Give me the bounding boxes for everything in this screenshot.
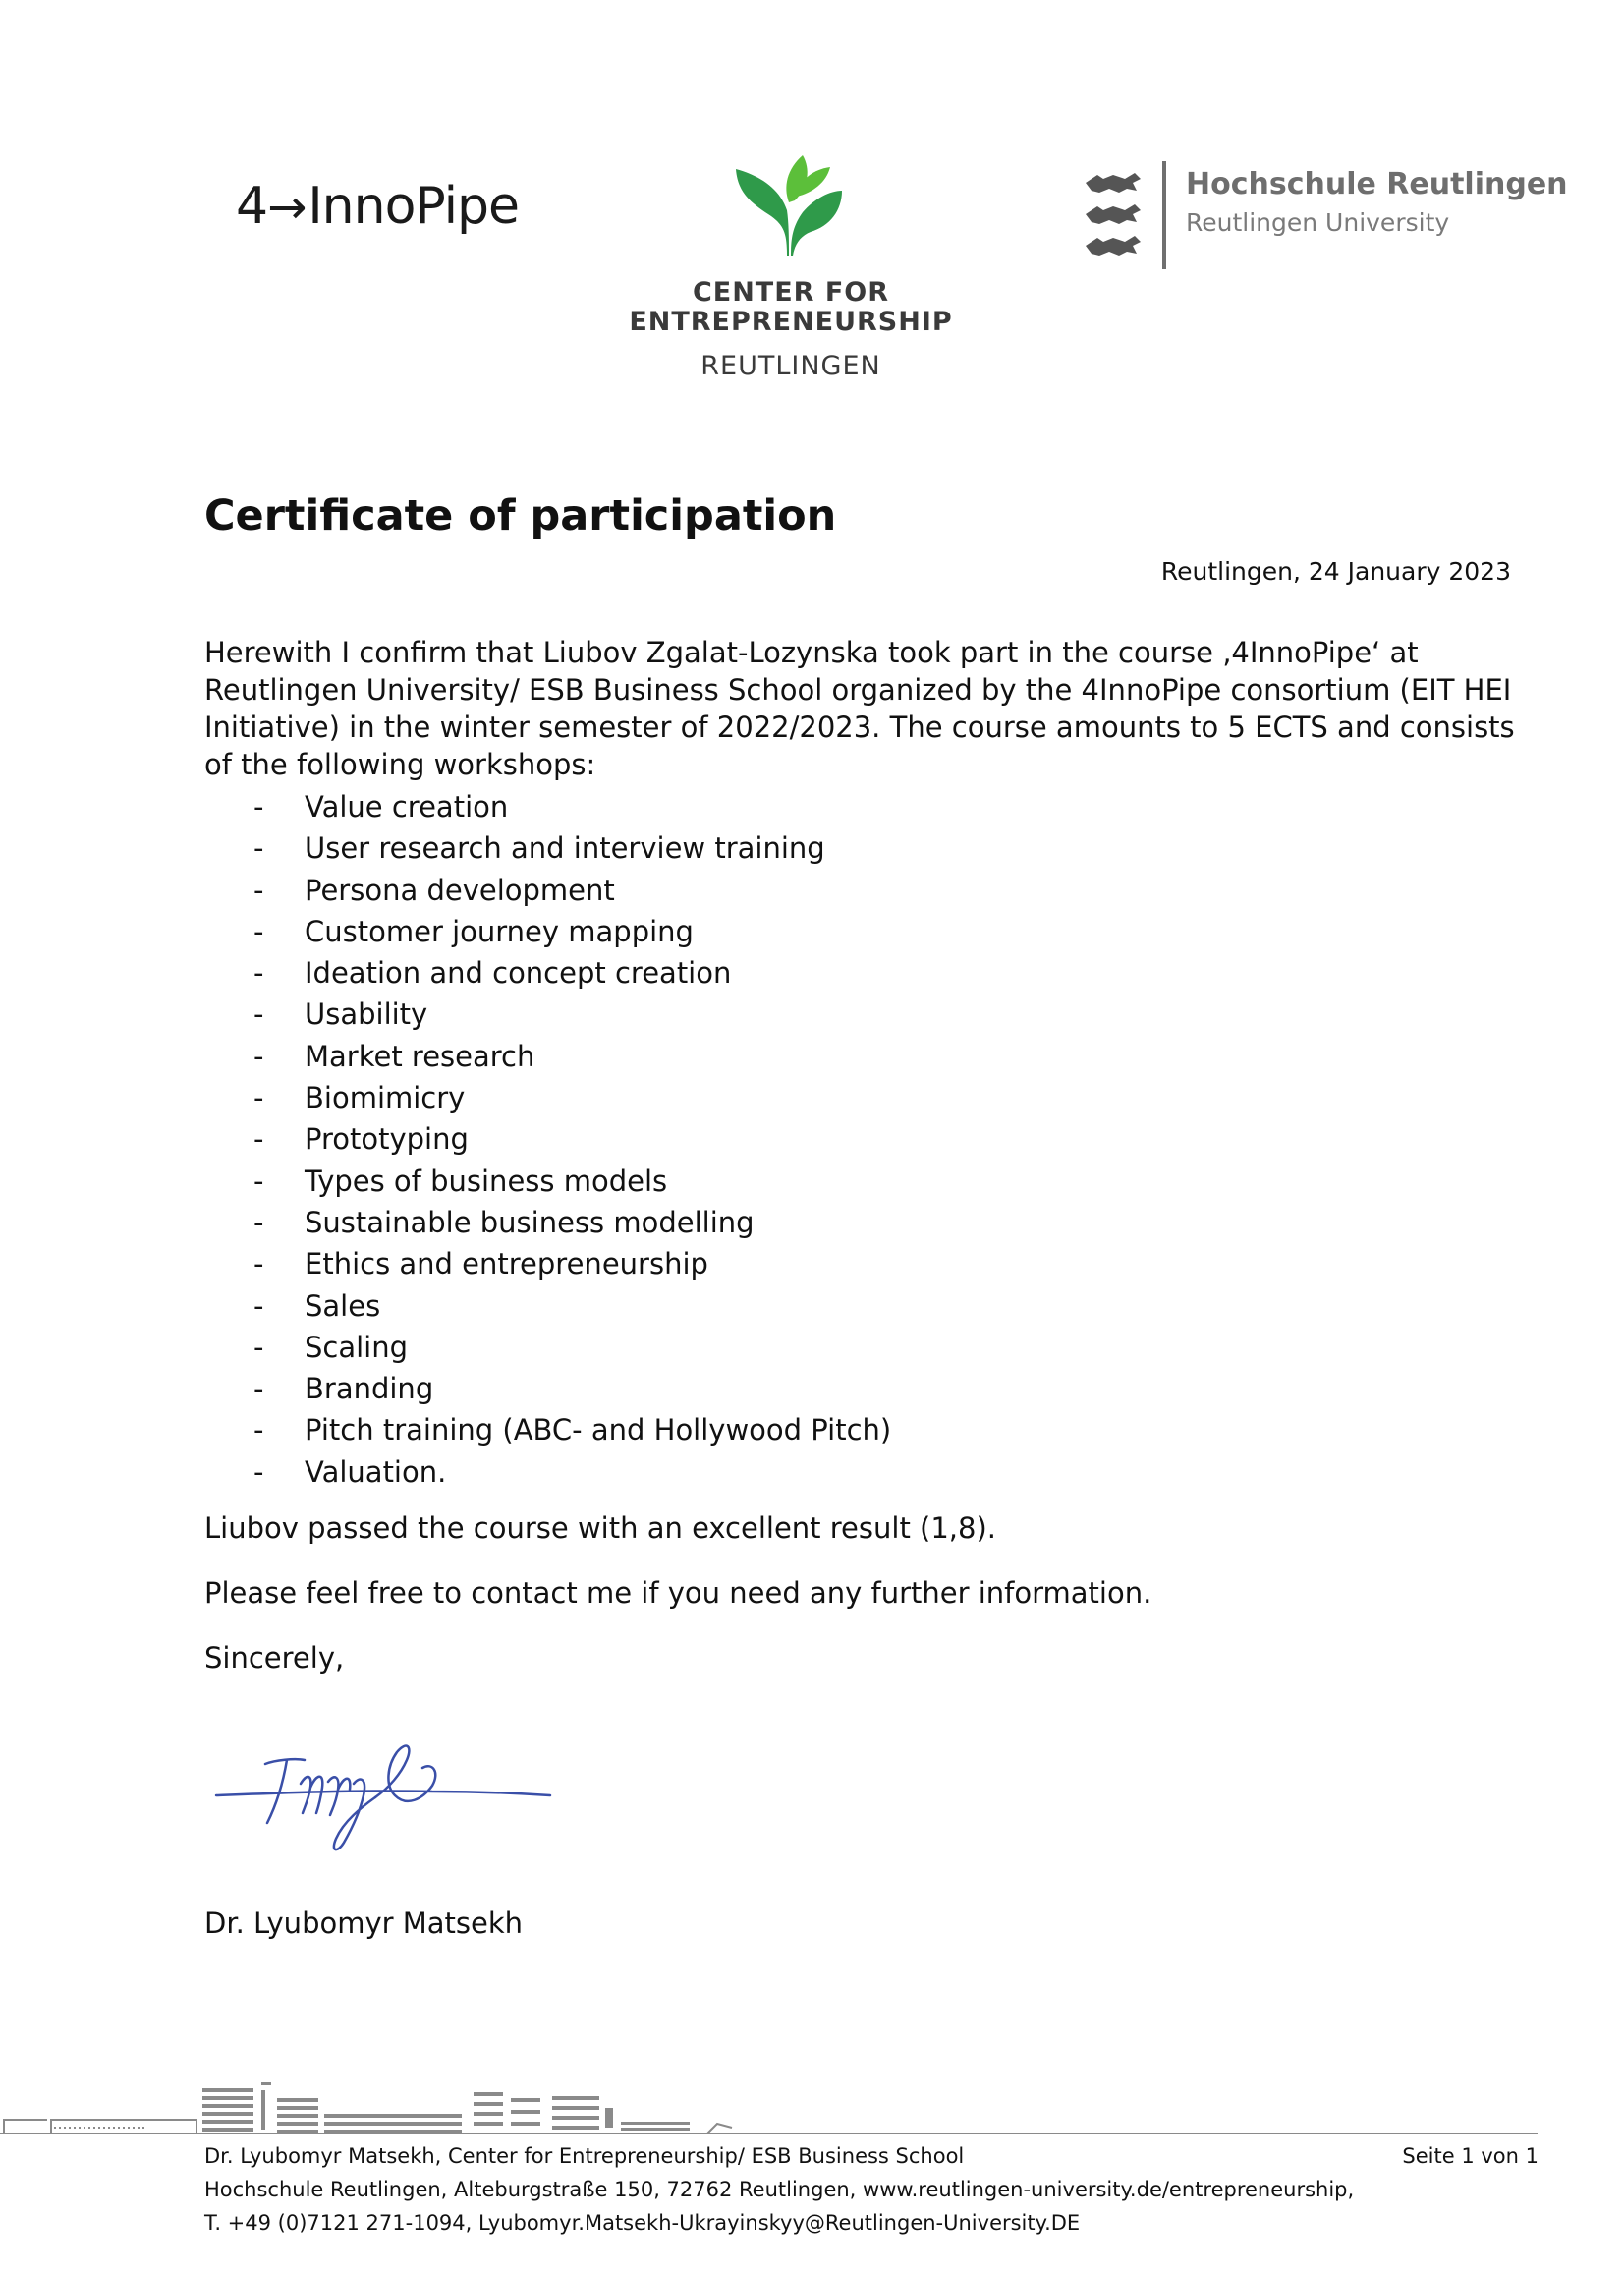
document-date: Reutlingen, 24 January 2023 <box>1160 557 1511 586</box>
workshop-label: Biomimicry <box>305 1081 466 1115</box>
innopipe-logo-prefix: 4 <box>236 177 268 236</box>
footer-address: Hochschule Reutlingen, Alteburgstraße 150, 72762 Reutlingen, www.reutlingen-university.de/entrepreneurship, <box>204 2178 1355 2201</box>
footer-page-number: Seite 1 von 1 <box>1402 2144 1539 2168</box>
list-item: - User research and interview training <box>253 831 825 866</box>
list-item: - Persona development <box>253 873 615 907</box>
footer-contact: T. +49 (0)7121 271-1094, Lyubomyr.Matsekh-Ukrayinskyy@Reutlingen-University.DE <box>204 2211 1081 2235</box>
signature-icon <box>206 1705 560 1872</box>
campus-skyline-graphic <box>0 2078 1624 2137</box>
workshop-label: Value creation <box>305 790 509 824</box>
result-sentence: Liubov passed the course with an excellent result (1,8). <box>204 1511 996 1545</box>
workshop-label: Prototyping <box>305 1122 469 1157</box>
workshop-label: Scaling <box>305 1330 409 1364</box>
list-item: - Pitch training (ABC- and Hollywood Pitch) <box>253 1413 892 1448</box>
logo-divider <box>1162 161 1166 269</box>
list-item: - Prototyping <box>253 1122 469 1157</box>
workshop-label: Pitch training (ABC- and Hollywood Pitch) <box>305 1413 892 1448</box>
cfe-logo-line1: CENTER FOR <box>692 277 890 308</box>
sprout-leaves-icon <box>732 147 850 263</box>
list-item: - Ethics and entrepreneurship <box>253 1247 708 1281</box>
list-item: - Usability <box>253 997 428 1032</box>
workshop-label: Sales <box>305 1288 381 1323</box>
workshop-label: Ideation and concept creation <box>305 956 732 991</box>
list-item: - Market research <box>253 1039 535 1073</box>
list-item: - Branding <box>253 1372 434 1406</box>
center-for-entrepreneurship-logo <box>629 147 953 393</box>
workshop-label: Persona development <box>305 873 615 907</box>
university-subtitle: Reutlingen University <box>1186 208 1450 237</box>
workshop-label: Branding <box>305 1372 434 1406</box>
workshop-label: Ethics and entrepreneurship <box>305 1247 708 1281</box>
workshop-label: User research and interview training <box>305 831 825 866</box>
contact-sentence: Please feel free to contact me if you need any further information. <box>204 1576 1152 1610</box>
innopipe-logo-name: InnoPipe <box>308 177 520 236</box>
workshop-label: Customer journey mapping <box>305 914 694 948</box>
list-item: - Types of business models <box>253 1164 668 1198</box>
list-item: - Customer journey mapping <box>253 914 694 948</box>
workshop-label: Types of business models <box>305 1164 668 1198</box>
list-item: - Scaling <box>253 1330 409 1364</box>
cfe-logo-line2: ENTREPRENEURSHIP <box>629 307 953 337</box>
three-lions-crest-icon <box>1084 169 1143 263</box>
workshop-label: Usability <box>305 997 428 1032</box>
list-item: - Valuation. <box>253 1454 447 1489</box>
innopipe-logo <box>236 177 519 236</box>
list-item: - Sales <box>253 1288 381 1323</box>
list-item: - Sustainable business modelling <box>253 1205 755 1239</box>
workshop-label: Market research <box>305 1039 535 1073</box>
workshop-list <box>204 786 891 1493</box>
workshop-label: Sustainable business modelling <box>305 1205 755 1239</box>
intro-paragraph: Herewith I confirm that Liubov Zgalat-Lozynska took part in the course ‚4InnoPipe‘ at Reutlingen University/ ESB Business School organized by the 4InnoPipe consortium (EIT HEI Initiative) in the winter semester of 2022/2023. The course amounts to 5 ECTS and consists of the following workshops: <box>204 636 1515 781</box>
cfe-logo-line3: REUTLINGEN <box>700 351 881 381</box>
university-name: Hochschule Reutlingen <box>1186 167 1568 201</box>
arrow-right-icon: → <box>267 180 307 235</box>
list-item: - Value creation <box>253 790 509 824</box>
list-item: - Biomimicry <box>253 1081 466 1115</box>
signer-name: Dr. Lyubomyr Matsekh <box>204 1906 524 1940</box>
closing: Sincerely, <box>204 1641 345 1675</box>
workshop-label: Valuation. <box>305 1454 447 1489</box>
university-logo <box>1076 157 1568 275</box>
footer-line1: Dr. Lyubomyr Matsekh, Center for Entrepreneurship/ ESB Business School <box>204 2144 965 2168</box>
list-item: - Ideation and concept creation <box>253 956 732 991</box>
document-title: Certificate of participation <box>204 491 837 541</box>
